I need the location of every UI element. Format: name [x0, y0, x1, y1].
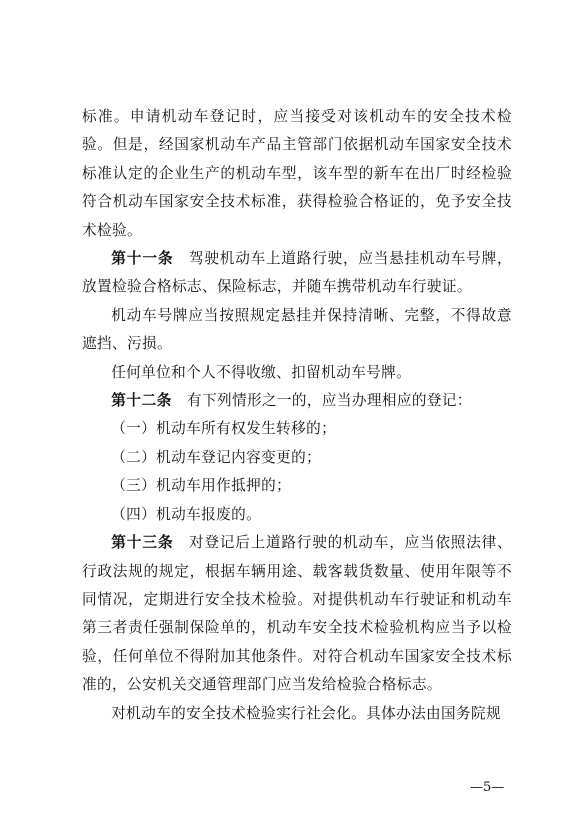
article-heading: 第十一条 [111, 250, 174, 268]
paragraph [82, 302, 512, 359]
paragraph [82, 387, 512, 415]
document-body [82, 103, 512, 728]
paragraph-text: （二）机动车登记内容变更的； [111, 448, 322, 466]
paragraph-text: （三）机动车用作抵押的； [111, 477, 292, 495]
list-item [82, 415, 512, 443]
list-item [82, 444, 512, 472]
paragraph-text: 有下列情形之一的，应当办理相应的登记： [171, 392, 472, 410]
paragraph-text: 对登记后上道路行驶的机动车，应当依照法律、行政法规的规定，根据车辆用途、载客载货数量、使用年限等不同情况，定期进行安全技术检验。对提供机动车行驶证和机动车第三者责任强制保险单的，机动车安全技术检验机构应当予以检验，任何单位不得附加其他条件。对符合机动车国家安全技术标准的，公安机关交通管理部门应当发给检验合格标志。 [82, 534, 512, 694]
list-item [82, 501, 512, 529]
paragraph [82, 359, 512, 387]
paragraph [82, 245, 512, 302]
article-heading: 第十二条 [111, 392, 172, 410]
paragraph [82, 700, 512, 728]
paragraph-text: 标准。申请机动车登记时，应当接受对该机动车的安全技术检验。但是，经国家机动车产品主管部门依据机动车国家安全技术标准认定的企业生产的机动车型，该车型的新车在出厂时经检验符合机动车国家安全技术标准，获得检验合格证的，免予安全技术检验。 [82, 108, 512, 239]
paragraph-text: 机动车号牌应当按照规定悬挂并保持清晰、完整，不得故意遮挡、污损。 [82, 306, 512, 353]
page-number: —5— [470, 780, 505, 795]
paragraph [82, 529, 512, 699]
paragraph-text: 任何单位和个人不得收缴、扣留机动车号牌。 [111, 363, 412, 381]
paragraph-text: 驾驶机动车上道路行驶，应当悬挂机动车号牌，放置检验合格标志、保险标志，并随车携带机动车行驶证。 [82, 250, 512, 296]
paragraph-text: 对机动车的安全技术检验实行社会化。具体办法由国务院规 [111, 704, 502, 722]
article-heading: 第十三条 [111, 534, 174, 552]
paragraph [82, 103, 512, 245]
paragraph-text: （四）机动车报废的。 [111, 505, 262, 523]
list-item [82, 472, 512, 500]
paragraph-text: （一）机动车所有权发生转移的； [111, 420, 337, 438]
